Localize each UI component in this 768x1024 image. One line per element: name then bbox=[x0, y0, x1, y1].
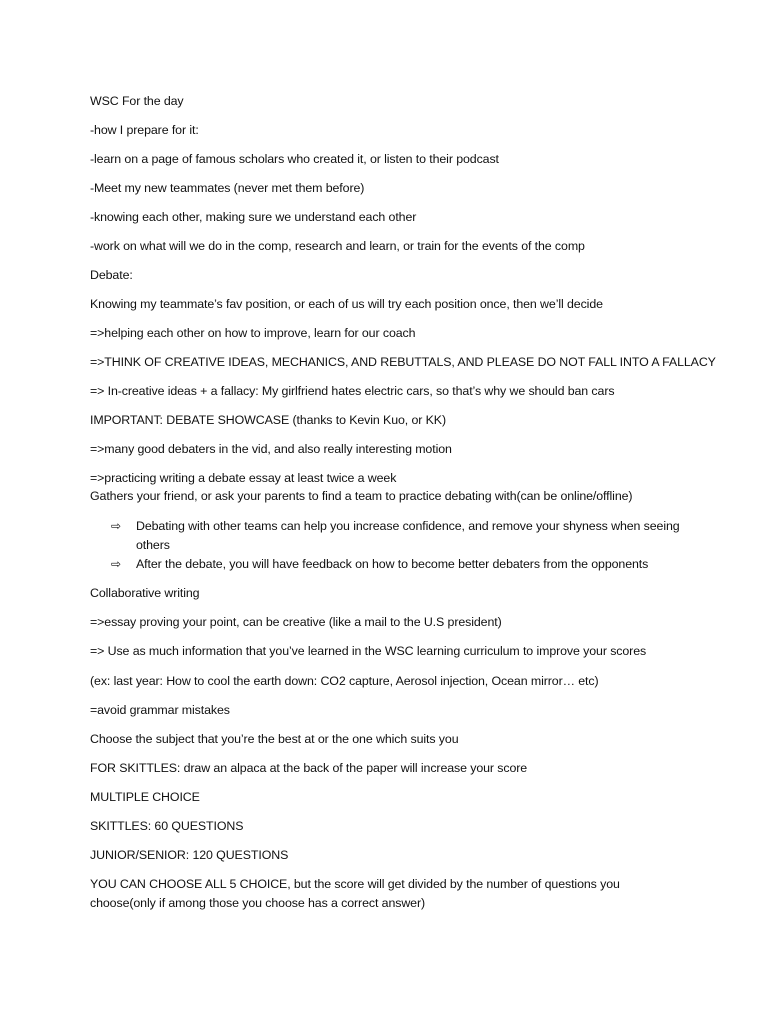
doc-line: (ex: last year: How to cool the earth down: CO2 capture, Aerosol injection, Ocean mirror… etc) bbox=[90, 674, 599, 688]
doc-line: =>essay proving your point, can be creative (like a mail to the U.S president) bbox=[90, 615, 502, 629]
doc-line: =>practicing writing a debate essay at least twice a week bbox=[90, 471, 397, 485]
doc-line: -how I prepare for it: bbox=[90, 123, 199, 137]
doc-title: WSC For the day bbox=[90, 94, 184, 108]
doc-line: =>THINK OF CREATIVE IDEAS, MECHANICS, AND REBUTTALS, AND PLEASE DO NOT FALL INTO A FALLACY bbox=[90, 355, 716, 369]
section-heading-collaborative-writing: Collaborative writing bbox=[90, 586, 200, 600]
doc-line: Choose the subject that you’re the best at or the one which suits you bbox=[90, 732, 459, 746]
bullet-item: Debating with other teams can help you increase confidence, and remove your shyness when seeing others bbox=[136, 519, 680, 552]
doc-line: SKITTLES: 60 QUESTIONS bbox=[90, 819, 244, 833]
doc-line: -learn on a page of famous scholars who created it, or listen to their podcast bbox=[90, 152, 499, 166]
doc-line: =>helping each other on how to improve, learn for our coach bbox=[90, 326, 416, 340]
doc-line: -knowing each other, making sure we understand each other bbox=[90, 210, 417, 224]
doc-line: =>many good debaters in the vid, and also really interesting motion bbox=[90, 442, 452, 456]
doc-line: Gathers your friend, or ask your parents to find a team to practice debating with(can be online/offline) bbox=[90, 489, 633, 503]
doc-line: -Meet my new teammates (never met them before) bbox=[90, 181, 365, 195]
doc-line: => In-creative ideas + a fallacy: My girlfriend hates electric cars, so that’s why we should ban cars bbox=[90, 384, 615, 398]
bullet-item: After the debate, you will have feedback on how to become better debaters from the opponents bbox=[136, 557, 649, 571]
bullet-arrow-icon: ⇨ bbox=[111, 557, 122, 571]
final-paragraph: YOU CAN CHOOSE ALL 5 CHOICE, but the score will get divided by the number of questions you choose(only if among those you choose has a correct answer) bbox=[90, 877, 620, 910]
doc-line: -work on what will we do in the comp, research and learn, or train for the events of the comp bbox=[90, 239, 585, 253]
section-heading-debate: Debate: bbox=[90, 268, 133, 282]
doc-line: JUNIOR/SENIOR: 120 QUESTIONS bbox=[90, 848, 289, 862]
section-heading-multiple-choice: MULTIPLE CHOICE bbox=[90, 790, 200, 804]
doc-line: => Use as much information that you’ve learned in the WSC learning curriculum to improve your scores bbox=[90, 644, 647, 658]
doc-line: =avoid grammar mistakes bbox=[90, 703, 230, 717]
bullet-arrow-icon: ⇨ bbox=[111, 519, 122, 533]
doc-line: IMPORTANT: DEBATE SHOWCASE (thanks to Kevin Kuo, or KK) bbox=[90, 413, 446, 427]
doc-line: Knowing my teammate’s fav position, or each of us will try each position once, then we’ll decide bbox=[90, 297, 603, 311]
doc-line: FOR SKITTLES: draw an alpaca at the back of the paper will increase your score bbox=[90, 761, 528, 775]
